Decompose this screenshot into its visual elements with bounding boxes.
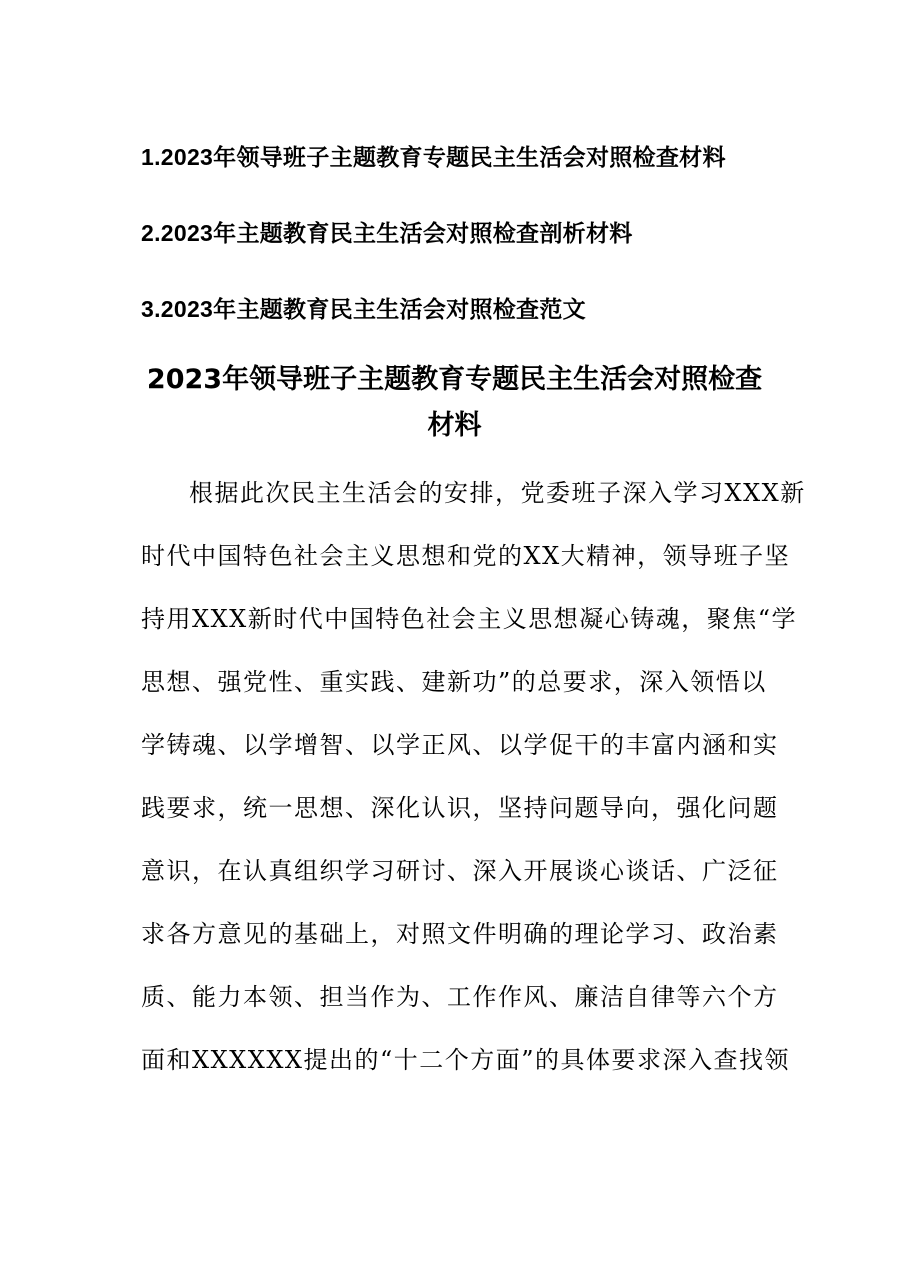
- body-line: 求各方意见的基础上，对照文件明确的理论学习、政治素: [141, 920, 779, 948]
- toc-item-2: 2.2023年主题教育民主生活会对照检查剖析材料: [141, 220, 633, 246]
- body-line: 质、能力本领、担当作为、工作作风、廉洁自律等六个方: [141, 983, 779, 1011]
- body-line: 思想、强党性、重实践、建新功”的总要求，深入领悟以: [141, 668, 767, 696]
- body-line: 根据此次民主生活会的安排，党委班子深入学习XXX新: [189, 479, 806, 507]
- title-line-1: 2023年领导班子主题教育专题民主生活会对照检查: [146, 364, 763, 395]
- body-line: 意识，在认真组织学习研讨、深入开展谈心谈话、广泛征: [141, 857, 779, 885]
- toc-item-1: 1.2023年领导班子主题教育专题民主生活会对照检查材料: [141, 144, 726, 170]
- body-line: 时代中国特色社会主义思想和党的XX大精神，领导班子坚: [141, 542, 791, 570]
- toc-item-3: 3.2023年主题教育民主生活会对照检查范文: [141, 296, 586, 322]
- body-line: 学铸魂、以学增智、以学正风、以学促干的丰富内涵和实: [141, 731, 779, 759]
- body-line: 持用XXX新时代中国特色社会主义思想凝心铸魂，聚焦“学: [141, 605, 798, 633]
- title-line-2: 材料: [427, 410, 482, 441]
- body-paragraph: [141, 470, 806, 1100]
- body-line: 面和XXXXXX提出的“十二个方面”的具体要求深入查找领: [141, 1046, 791, 1074]
- body-line: 践要求，统一思想、深化认识，坚持问题导向，强化问题: [141, 794, 779, 822]
- table-of-contents: [141, 137, 841, 365]
- document-title: [120, 357, 789, 449]
